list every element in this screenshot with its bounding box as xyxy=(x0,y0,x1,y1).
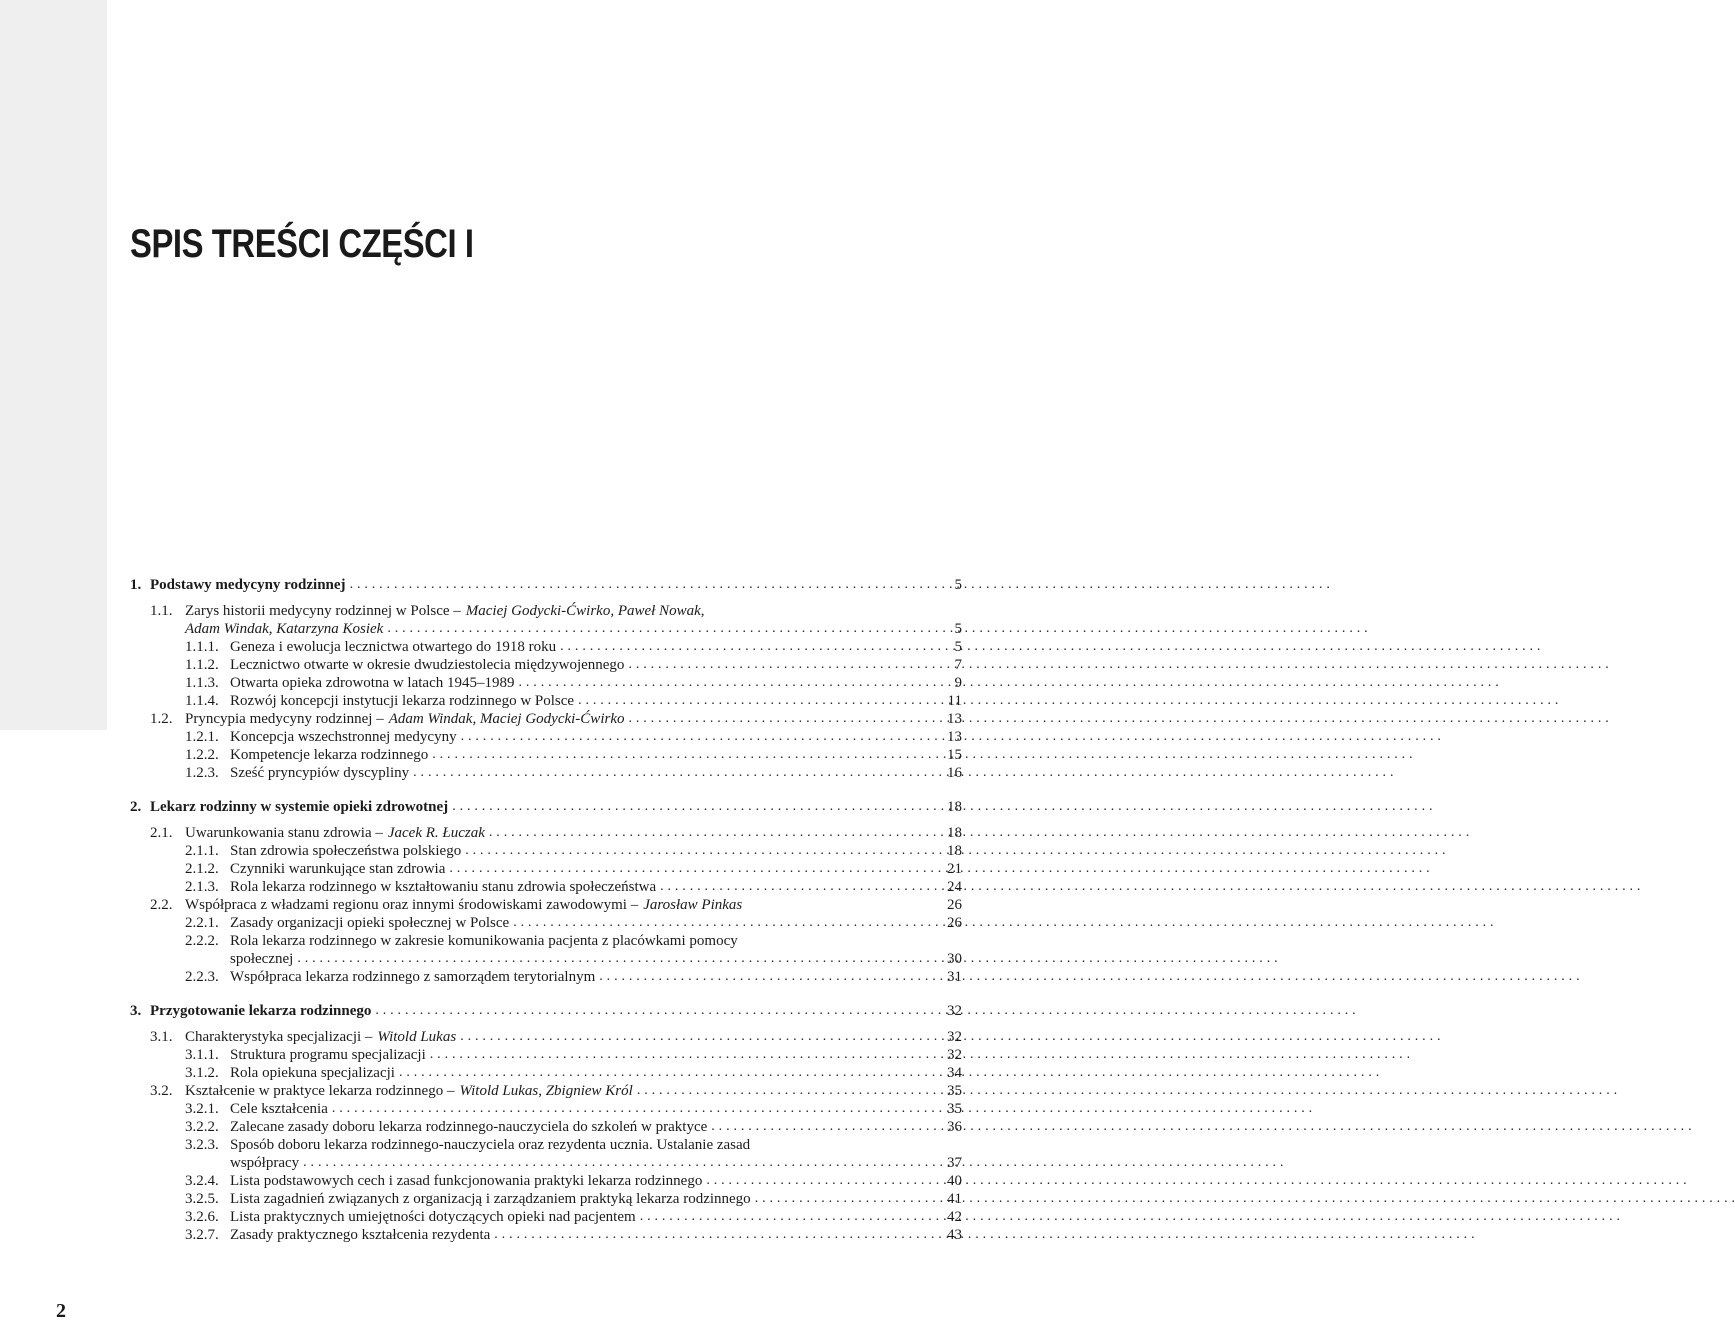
toc-chapter[interactable] xyxy=(130,798,962,816)
toc-entry-page: 32 xyxy=(947,1047,962,1063)
dot-leader xyxy=(656,878,1641,896)
toc-entry-page: 26 xyxy=(947,915,962,931)
toc-entry-number: 1.1.4. xyxy=(185,693,219,709)
toc-entry[interactable] xyxy=(130,968,962,986)
toc-entry[interactable] xyxy=(130,1208,962,1226)
toc-entry[interactable] xyxy=(130,1136,962,1154)
toc-entry-title: Podstawy medycyny rodzinnej xyxy=(150,577,346,593)
toc-entry-number: 3.1.2. xyxy=(185,1065,219,1081)
toc-entry-title: Geneza i ewolucja lecznictwa otwartego do 1918 roku xyxy=(230,639,557,655)
toc-entry[interactable] xyxy=(130,1154,962,1172)
toc-entry-title: Rola opiekuna specjalizacji xyxy=(230,1065,395,1081)
toc-entry-number: 2.2.2. xyxy=(185,933,219,949)
dot-leader xyxy=(409,764,1394,782)
toc-entry-page: 18 xyxy=(947,799,962,815)
page-number: 2 xyxy=(56,1300,66,1322)
toc-entry[interactable] xyxy=(130,674,962,692)
dot-leader xyxy=(328,1100,1313,1118)
toc-entry-page: 35 xyxy=(947,1083,962,1099)
toc-entry-title: Lista zagadnień związanych z organizacją i zarządzaniem praktyką lekarza rodzinnego xyxy=(230,1191,751,1207)
toc-entry-page: 26 xyxy=(947,897,962,913)
toc-entry-title: współpracy xyxy=(230,1155,300,1171)
toc-entry[interactable] xyxy=(130,1046,962,1064)
dot-leader xyxy=(515,674,1500,692)
toc-entry-title: Zalecane zasady doboru lekarza rodzinnego-nauczyciela do szkoleń w praktyce xyxy=(230,1119,708,1135)
toc-entry[interactable] xyxy=(130,728,962,746)
dot-leader xyxy=(445,860,1430,878)
toc-entry-page: 15 xyxy=(947,747,962,763)
toc-entry-number: 3.1.1. xyxy=(185,1047,219,1063)
dot-leader xyxy=(490,1226,1475,1244)
toc-entry-number: 1. xyxy=(130,577,142,593)
toc-entry[interactable] xyxy=(130,1064,962,1082)
toc-entry-title: Przygotowanie lekarza rodzinnego xyxy=(150,1003,372,1019)
toc-chapter[interactable] xyxy=(130,576,962,594)
toc-entry-number: 1.1.1. xyxy=(185,639,219,655)
dot-leader xyxy=(395,1064,1380,1082)
toc-entry-author: Witold Lukas, Zbigniew Król xyxy=(459,1083,633,1099)
toc-entry-page: 9 xyxy=(954,675,962,691)
toc-entry-page: 41 xyxy=(947,1191,962,1207)
toc-entry-page: 5 xyxy=(954,621,962,637)
toc-entry[interactable] xyxy=(130,824,962,842)
toc-entry-page: 18 xyxy=(947,825,962,841)
toc-entry[interactable] xyxy=(130,1172,962,1190)
toc-entry-number: 3.2.1. xyxy=(185,1101,219,1117)
toc-entry-number: 1.2. xyxy=(150,711,173,727)
toc-entry-title: Współpraca z władzami regionu oraz innymi środowiskami zawodowymi – xyxy=(185,897,639,913)
toc-entry-page: 7 xyxy=(954,657,962,673)
toc-entry-title: Otwarta opieka zdrowotna w latach 1945–1989 xyxy=(230,675,515,691)
toc-entry-page: 11 xyxy=(947,693,962,709)
dot-leader xyxy=(624,656,1609,674)
toc-entry-number: 2.1. xyxy=(150,825,173,841)
toc-entry-author: Jarosław Pinkas xyxy=(643,897,743,913)
toc-entry-author: Jacek R. Łuczak xyxy=(387,825,485,841)
toc-entry-title: Rola lekarza rodzinnego w kształtowaniu stanu zdrowia społeczeństwa xyxy=(230,879,657,895)
toc-entry-number: 2.2.3. xyxy=(185,969,219,985)
toc-entry-page: 31 xyxy=(947,969,962,985)
dot-leader xyxy=(428,746,1413,764)
toc-entry-title: Cele kształcenia xyxy=(230,1101,328,1117)
toc-entry-page: 34 xyxy=(947,1065,962,1081)
toc-entry[interactable] xyxy=(130,914,962,932)
dot-leader xyxy=(556,638,1541,656)
toc-entry[interactable] xyxy=(130,692,962,710)
toc-entry-title: Lecznictwo otwarte w okresie dwudziestolecia międzywojennego xyxy=(230,657,625,673)
dot-leader xyxy=(702,1172,1687,1190)
toc-entry-number: 3.2.7. xyxy=(185,1227,219,1243)
toc-entry-title: Czynniki warunkujące stan zdrowia xyxy=(230,861,446,877)
toc-entry-page: 35 xyxy=(947,1101,962,1117)
toc-entry-number: 3.1. xyxy=(150,1029,173,1045)
toc-entry-number: 1.1.3. xyxy=(185,675,219,691)
toc-entry[interactable] xyxy=(130,656,962,674)
dot-leader xyxy=(346,576,1331,594)
toc-entry-page: 42 xyxy=(947,1209,962,1225)
toc-entry[interactable] xyxy=(130,950,962,968)
toc-entry[interactable] xyxy=(130,602,962,620)
toc-entry-title: Zarys historii medycyny rodzinnej w Polsce – xyxy=(185,603,461,619)
toc-entry-title: Kompetencje lekarza rodzinnego xyxy=(230,747,429,763)
toc-entry-number: 1.1. xyxy=(150,603,173,619)
toc-entry[interactable] xyxy=(130,1190,962,1208)
toc-entry-title: Koncepcja wszechstronnej medycyny xyxy=(230,729,457,745)
toc-entry-page: 32 xyxy=(947,1029,962,1045)
toc-entry-number: 3.2.3. xyxy=(185,1137,219,1153)
dot-leader xyxy=(299,1154,1284,1172)
toc-entry-title: Stan zdrowia społeczeństwa polskiego xyxy=(230,843,462,859)
toc-entry-title: Lista podstawowych cech i zasad funkcjonowania praktyki lekarza rodzinnego xyxy=(230,1173,703,1189)
toc-entry-number: 3.2.4. xyxy=(185,1173,219,1189)
toc-entry-author: Adam Windak, Maciej Godycki-Ćwirko xyxy=(388,711,625,727)
dot-leader xyxy=(426,1046,1411,1064)
toc-entry-title: społecznej xyxy=(230,951,294,967)
toc-entry-page: 16 xyxy=(947,765,962,781)
dot-leader xyxy=(371,1002,1356,1020)
dot-leader xyxy=(751,1190,1735,1208)
toc-entry-page: 32 xyxy=(947,1003,962,1019)
table-of-contents xyxy=(130,576,962,1244)
dot-leader xyxy=(509,914,1494,932)
toc-entry-title: Zasady praktycznego kształcenia rezydenta xyxy=(230,1227,491,1243)
toc-entry-number: 3.2. xyxy=(150,1083,173,1099)
dot-leader xyxy=(574,692,1559,710)
toc-entry-number: 2.1.2. xyxy=(185,861,219,877)
toc-entry-number: 2. xyxy=(130,799,142,815)
toc-entry-page: 36 xyxy=(947,1119,962,1135)
toc-entry[interactable] xyxy=(130,842,962,860)
dot-leader xyxy=(293,950,1278,968)
toc-entry-page: 13 xyxy=(947,729,962,745)
toc-entry-number: 3.2.6. xyxy=(185,1209,219,1225)
toc-entry-title: Współpraca lekarza rodzinnego z samorządem terytorialnym xyxy=(230,969,596,985)
toc-entry-page: 24 xyxy=(947,879,962,895)
toc-entry[interactable] xyxy=(130,932,962,950)
toc-entry-page: 13 xyxy=(947,711,962,727)
toc-entry-number: 1.1.2. xyxy=(185,657,219,673)
toc-entry[interactable] xyxy=(130,746,962,764)
toc-entry-number: 2.2.1. xyxy=(185,915,219,931)
toc-entry[interactable] xyxy=(130,860,962,878)
toc-entry[interactable] xyxy=(130,620,962,638)
toc-entry[interactable] xyxy=(130,1082,962,1100)
toc-entry-page: 21 xyxy=(947,861,962,877)
toc-entry-page: 30 xyxy=(947,951,962,967)
toc-entry[interactable] xyxy=(130,1118,962,1136)
toc-entry-author: Adam Windak, Katarzyna Kosiek xyxy=(185,621,384,637)
toc-entry[interactable] xyxy=(130,896,962,914)
toc-entry-title: Lekarz rodzinny w systemie opieki zdrowotnej xyxy=(150,799,449,815)
toc-entry-page: 5 xyxy=(954,577,962,593)
toc-entry-number: 3.2.2. xyxy=(185,1119,219,1135)
dot-leader xyxy=(485,824,1470,842)
dot-leader xyxy=(636,1208,1621,1226)
toc-entry-page: 18 xyxy=(947,843,962,859)
toc-entry-page: 43 xyxy=(947,1227,962,1243)
dot-leader xyxy=(383,620,1368,638)
toc-entry-page: 5 xyxy=(954,639,962,655)
page-title: SPIS TREŚCI CZĘŚCI I xyxy=(130,222,474,266)
dot-leader xyxy=(633,1082,1618,1100)
toc-entry-number: 1.2.3. xyxy=(185,765,219,781)
toc-entry-author: Witold Lukas xyxy=(377,1029,457,1045)
toc-entry[interactable] xyxy=(130,1028,962,1046)
toc-entry[interactable] xyxy=(130,638,962,656)
toc-entry-number: 2.1.3. xyxy=(185,879,219,895)
toc-entry-title: Rola lekarza rodzinnego w zakresie komunikowania pacjenta z placówkami pomocy xyxy=(230,933,738,949)
toc-entry-title: Sposób doboru lekarza rodzinnego-nauczyciela oraz rezydenta ucznia. Ustalanie zasad xyxy=(230,1137,751,1153)
toc-entry[interactable] xyxy=(130,1100,962,1118)
toc-entry-title: Pryncypia medycyny rodzinnej – xyxy=(185,711,384,727)
toc-entry[interactable] xyxy=(130,710,962,728)
toc-entry-title: Charakterystyka specjalizacji – xyxy=(185,1029,373,1045)
toc-entry-number: 3. xyxy=(130,1003,142,1019)
dot-leader xyxy=(448,798,1433,816)
toc-entry-number: 2.2. xyxy=(150,897,173,913)
toc-chapter[interactable] xyxy=(130,1002,962,1020)
toc-entry-number: 3.2.5. xyxy=(185,1191,219,1207)
toc-entry-number: 2.1.1. xyxy=(185,843,219,859)
toc-entry-number: 1.2.2. xyxy=(185,747,219,763)
toc-entry-title: Zasady organizacji opieki społecznej w Polsce xyxy=(230,915,510,931)
toc-entry-title: Kształcenie w praktyce lekarza rodzinnego – xyxy=(185,1083,455,1099)
toc-entry-page: 40 xyxy=(947,1173,962,1189)
toc-entry-title: Struktura programu specjalizacji xyxy=(230,1047,426,1063)
toc-entry[interactable] xyxy=(130,878,962,896)
toc-entry-author: Maciej Godycki-Ćwirko, Paweł Nowak, xyxy=(465,603,705,619)
toc-entry-title: Lista praktycznych umiejętności dotyczących opieki nad pacjentem xyxy=(230,1209,636,1225)
toc-entry-number: 1.2.1. xyxy=(185,729,219,745)
side-bar xyxy=(0,0,107,730)
toc-entry-page: 37 xyxy=(947,1155,962,1171)
dot-leader xyxy=(624,710,1609,728)
toc-entry-title: Sześć pryncypiów dyscypliny xyxy=(230,765,410,781)
toc-entry-title: Uwarunkowania stanu zdrowia – xyxy=(185,825,383,841)
toc-entry[interactable] xyxy=(130,764,962,782)
dot-leader xyxy=(707,1118,1692,1136)
toc-entry-title: Rozwój koncepcji instytucji lekarza rodzinnego w Polsce xyxy=(230,693,575,709)
toc-entry[interactable] xyxy=(130,1226,962,1244)
dot-leader xyxy=(595,968,1580,986)
